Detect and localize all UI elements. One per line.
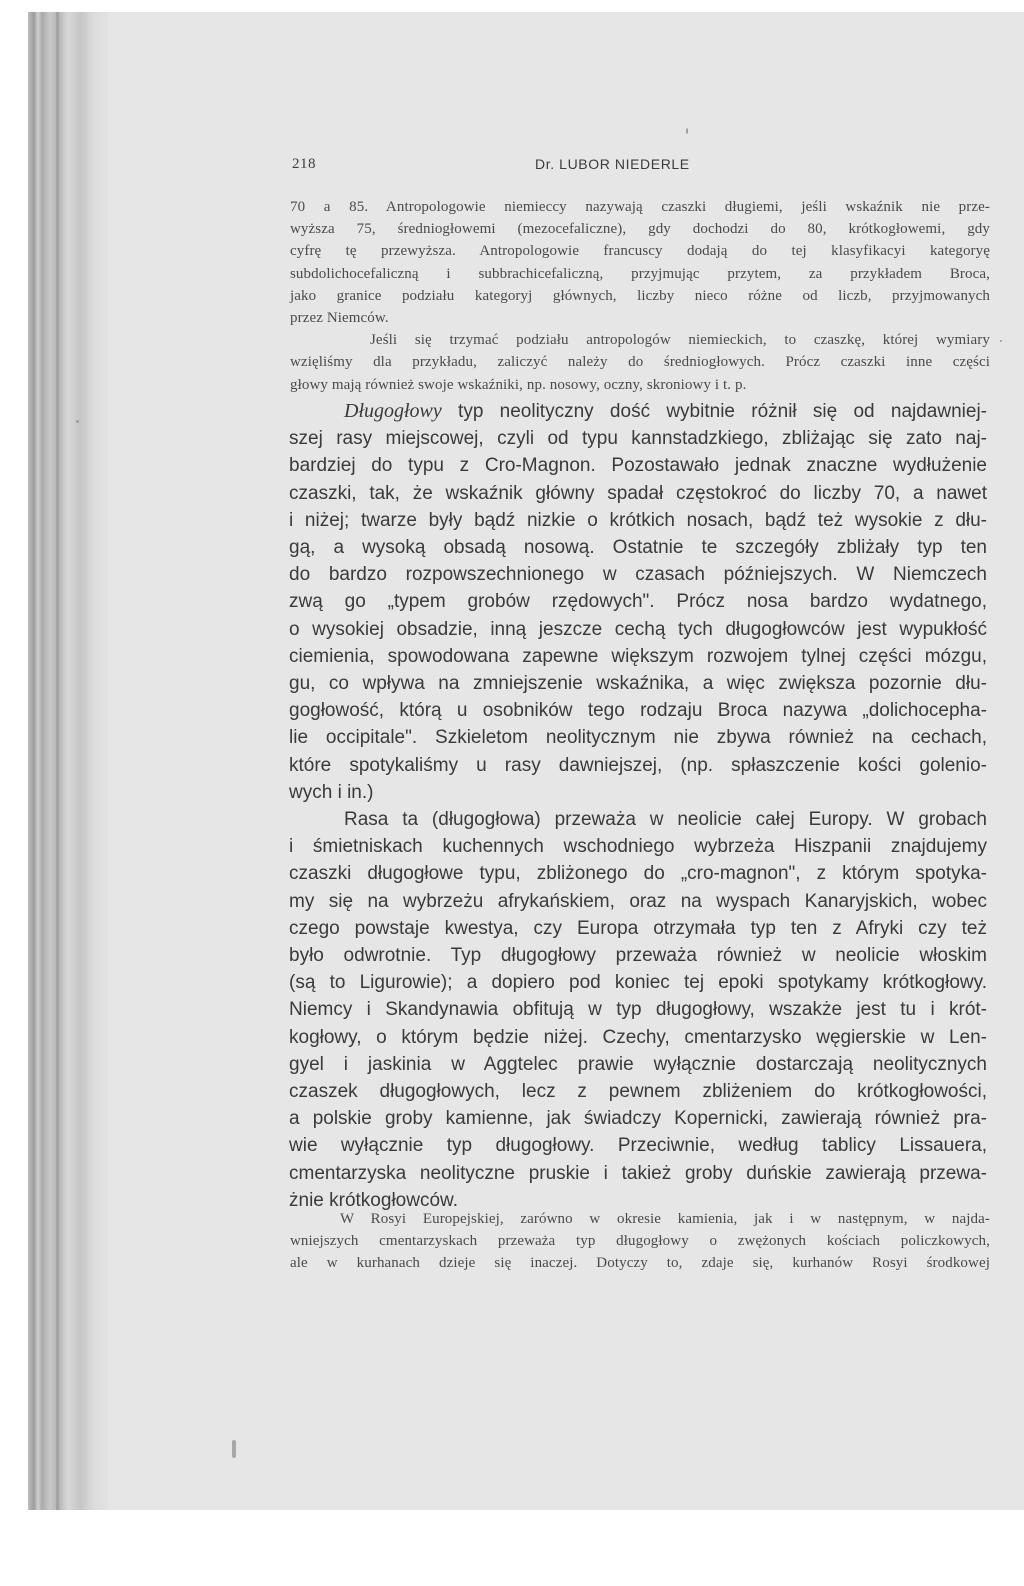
text-line: (są to Ligurowie); a dopiero pod koniec tej epoki spotykamy krótkogłowy. [289,972,987,994]
text-line: W Rosyi Europejskiej, zarówno w okresie kamienia, jak i w następnym, w najda- [340,1211,990,1227]
main-body-text [289,398,987,1214]
text-line: gogłowość, którą u osobników tego rodzaju Broca nazywa „dolichocepha- [289,700,987,722]
book-binding-shadow [28,12,108,1510]
paper-speck [686,128,688,134]
text-line: bardziej do typu z Cro-Magnon. Pozostawało jednak znaczne wydłużenie [289,455,987,477]
text-line: 70 a 85. Antropologowie niemieccy nazywają czaszki długiemi, jeśli wskaźnik nie prze- [290,199,990,215]
text-line: czaszki, tak, że wskaźnik główny spadał częstokroć do liczby 70, a nawet [289,482,987,504]
text-line: zwą go „typem grobów rzędowych". Prócz nosa bardzo wydatnego, [289,591,987,613]
text-line: czego powstaje kwestya, czy Europa otrzymała typ ten z Afryki czy też [289,917,987,939]
text-line: lie occipitale". Szkieletom neolitycznym nie zbywa również na cechach, [289,727,987,749]
text-line: czaszki długogłowe typu, zbliżonego do „cro-magnon", z którym spotyka- [289,863,987,885]
text-line: Jeśli się trzymać podziału antropologów niemieckich, to czaszkę, której wymiary [370,332,990,349]
small-print-paragraph-footnote [290,1208,990,1275]
paper-speck [76,420,79,423]
text-line: ciemienia, spowodowana zapewne większym rozwojem tylnej części mózgu, [289,645,987,667]
text-line: kogłowy, o którym będzie niżej. Czechy, cmentarzysko węgierskie w Len- [289,1026,987,1048]
text-line: wzięliśmy dla przykładu, zaliczyć należy do średniogłowych. Prócz czaszki inne części [290,354,990,371]
text-line: cmentarzyska neolityczne pruskie i takież groby duńskie zawierają przewa- [289,1162,987,1184]
text-line: i niżej; twarze były bądź nizkie o krótkich nosach, bądź też wysokie z dłu- [289,509,987,531]
paper-speck [232,1440,236,1458]
text-line: wyższa 75, średniogłowemi (mezocefaliczne), gdy dochodzi do 80, krótkogłowemi, gdy [290,221,990,238]
text-line: było odwrotnie. Typ długogłowy przeważa również w neolicie włoskim [289,945,987,967]
text-line: wych i in.) [289,781,374,803]
text-line: wniejszych cmentarzyskach przeważa typ długogłowy o zwężonych kościach policzkowych, [290,1233,990,1250]
text-line: jako granice podziału kategoryj głównych, liczby nieco różne od liczb, przyjmowanych [290,287,990,304]
text-line: wie wyłącznie typ długogłowy. Przeciwnie, według tablicy Lissauera, [289,1135,987,1157]
text-line: Niemcy i Skandynawia obfitują w typ długogłowy, wszakże jest tu i krót- [289,999,987,1021]
text-line: gą, a wysoką obsadą nosową. Ostatnie te szczegóły zbliżały typ ten [289,537,987,559]
text-line: cyfrę tę przewyższa. Antropologowie francuscy dodają do tej klasyfikacyi kategoryę [290,243,990,260]
binding-crease [56,12,59,1510]
text-line-rest: typ neolityczny dość wybitnie różnił się od najdawniej- [441,401,987,422]
text-line: ale w kurhanach dzieje się inaczej. Dotyczy to, zdaje się, kurhanów Rosyi środkowej [290,1255,990,1272]
small-print-paragraph [290,196,990,396]
text-line: gu, co wpływa na zmniejszenie wskaźnika, a więc zwiększa pozornie dłu- [289,673,987,695]
text-line: my się na wybrzeżu afrykańskiem, oraz na wyspach Kanaryjskich, wobec [289,890,987,912]
text-line: o wysokiej obsadzie, inną jeszcze cechą tych długogłowców jest wypukłość [289,618,987,640]
text-line: żnie krótkogłowców. [289,1189,458,1211]
text-line: a polskie groby kamienne, jak świadczy Kopernicki, zawierają również pra- [289,1108,987,1130]
text-line: szej rasy miejscowej, czyli od typu kannstadzkiego, zbliżając się zato naj- [289,428,987,450]
text-line [289,398,987,425]
text-line: do bardzo rozpowszechnionego w czasach późniejszych. W Niemczech [289,564,987,586]
text-line: Rasa ta (długogłowa) przeważa w neolicie całej Europy. W grobach [344,809,987,831]
text-line: gyel i jaskinia w Aggtelec prawie wyłącznie dostarczają neolitycznych [289,1053,987,1075]
text-line: które spotykaliśmy u rasy dawniejszej, (np. spłaszczenie kości golenio- [289,754,987,776]
running-head-author: Dr. LUBOR NIEDERLE [535,156,690,172]
text-line: subdolichocefaliczną i subbrachicefaliczną, przyjmując przytem, za przykładem Broca, [290,265,990,282]
text-line: głowy mają również swoje wskaźniki, np. nosowy, oczny, skroniowy i t. p. [290,376,747,393]
emphasized-term: Długogłowy [344,400,442,422]
text-line: i śmietniskach kuchennych wschodniego wybrzeża Hiszpanii znajdujemy [289,836,987,858]
scan-margin [0,1510,1024,1586]
page-number: 218 [292,156,316,172]
paper-speck [1000,340,1002,342]
text-line: czaszek długogłowych, lecz z pewnem zbliżeniem do krótkogłowości, [289,1081,987,1103]
text-line: przez Niemców. [290,310,389,327]
